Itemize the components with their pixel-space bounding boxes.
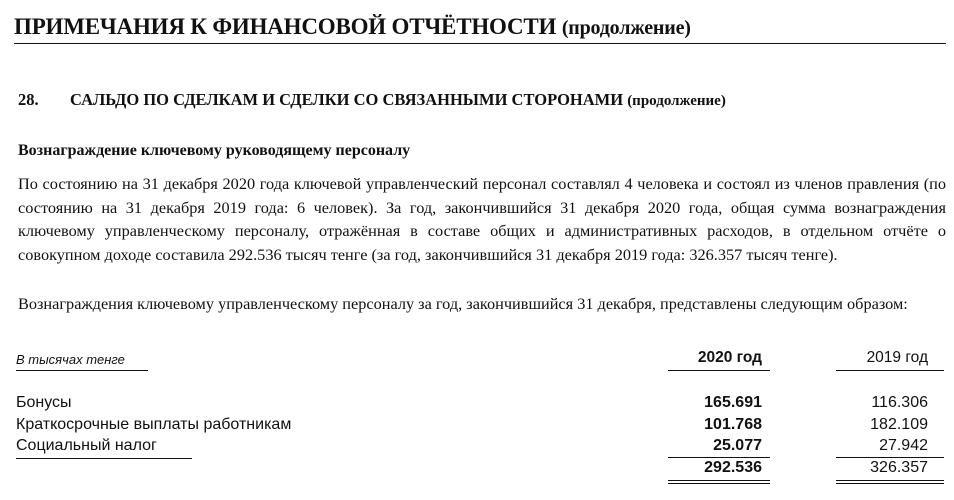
header-underline bbox=[668, 370, 770, 371]
column-header-2019: 2019 год bbox=[866, 349, 928, 366]
subsection-heading: Вознаграждение ключевому руководящему персоналу bbox=[18, 142, 411, 159]
table-unit-label: В тысячах тенге bbox=[16, 352, 125, 367]
value-2019: 27.942 bbox=[879, 437, 928, 454]
value-2019: 182.109 bbox=[870, 416, 928, 433]
row-label: Краткосрочные выплаты работникам bbox=[16, 416, 292, 433]
total-double-rule bbox=[668, 480, 770, 484]
page-title-continued: (продолжение) bbox=[561, 17, 691, 39]
column-header-2020: 2020 год bbox=[697, 349, 762, 366]
section-continued: (продолжение) bbox=[627, 93, 726, 109]
value-2020: 25.077 bbox=[713, 437, 762, 454]
section-heading bbox=[18, 90, 726, 110]
total-double-rule bbox=[836, 480, 944, 484]
total-2020: 292.536 bbox=[704, 459, 762, 476]
row-label: Социальный налог bbox=[16, 437, 157, 454]
section-number: 28. bbox=[18, 90, 39, 109]
table-row bbox=[16, 394, 946, 415]
page-title: ПРИМЕЧАНИЯ К ФИНАНСОВОЙ ОТЧЁТНОСТИ bbox=[14, 14, 557, 39]
subtotal-rule bbox=[668, 457, 770, 458]
value-2020: 101.768 bbox=[704, 416, 762, 433]
paragraph-2: Вознаграждения ключевому управленческому персоналу за год, закончившийся 31 декабря, представлены следующим образом: bbox=[18, 294, 908, 313]
page-header bbox=[14, 14, 946, 44]
header-underline bbox=[16, 370, 148, 371]
value-2020: 165.691 bbox=[704, 394, 762, 411]
section-title: САЛЬДО ПО СДЕЛКАМ И СДЕЛКИ СО СВЯЗАННЫМИ СТОРОНАМИ bbox=[70, 90, 624, 109]
value-2019: 116.306 bbox=[871, 394, 928, 411]
subtotal-rule bbox=[836, 457, 944, 458]
table-row bbox=[16, 416, 946, 437]
row-label: Бонусы bbox=[16, 394, 72, 411]
table-row bbox=[16, 437, 946, 458]
total-2019: 326.357 bbox=[870, 459, 928, 476]
paragraph-1: По состоянию на 31 декабря 2020 года ключевой управленческий персонал составлял 4 человека и состоял из членов правления (по состоянию на 31 декабря 2019 года: 6 человек). За год, закончившийся 31 декабря 2020 года, общая сумма вознаграждения ключевому управленческому персоналу, отражённая в составе общих и административных расходов, в отдельном отчёте о совокупном доходе составила 292.536 тысяч тенге (за год, закончившийся 31 декабря 2019 года: 326.357 тысяч тенге). bbox=[18, 174, 946, 264]
total-row bbox=[16, 459, 946, 480]
header-underline bbox=[836, 370, 944, 371]
